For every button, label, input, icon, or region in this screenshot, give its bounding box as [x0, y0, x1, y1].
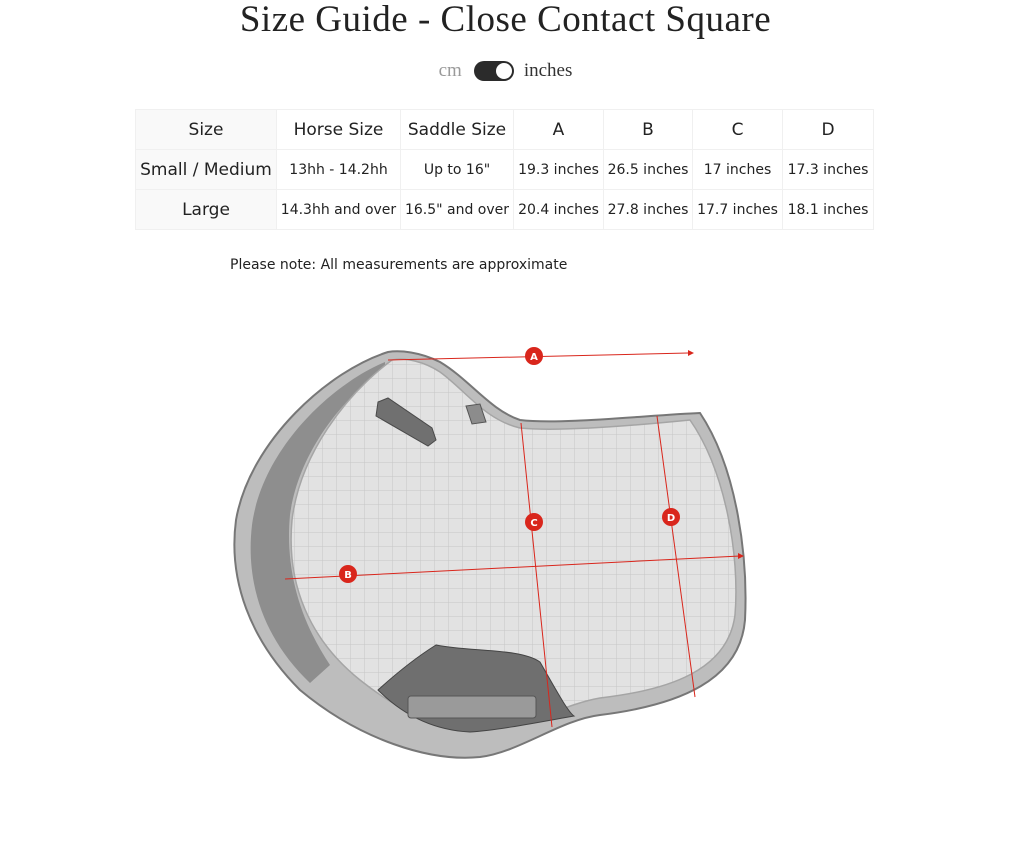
table-cell: 13hh - 14.2hh — [277, 150, 401, 190]
row-size-label: Small / Medium — [136, 150, 277, 190]
marker-d — [662, 508, 680, 526]
unit-label-inches: inches — [523, 60, 573, 81]
marker-b — [339, 565, 357, 583]
table-row — [136, 190, 874, 230]
measurement-note: Please note: All measurements are approximate — [230, 257, 568, 273]
table-cell: 18.1 inches — [783, 190, 874, 230]
unit-toggle — [0, 60, 1011, 82]
svg-text:A: A — [530, 352, 538, 363]
header-b: B — [604, 110, 693, 150]
unit-switch[interactable] — [474, 61, 514, 81]
page-title: Size Guide - Close Contact Square — [239, 0, 772, 40]
table-cell: 17.3 inches — [783, 150, 874, 190]
header-saddle-size: Saddle Size — [401, 110, 514, 150]
marker-a — [525, 347, 543, 365]
marker-c — [525, 513, 543, 531]
header-a: A — [514, 110, 604, 150]
svg-text:B: B — [344, 570, 352, 581]
unit-label-cm: cm — [438, 60, 462, 81]
table-cell: 27.8 inches — [604, 190, 693, 230]
table-cell: 19.3 inches — [514, 150, 604, 190]
table-cell: Up to 16" — [401, 150, 514, 190]
arrow-head-a — [688, 350, 694, 356]
header-d: D — [783, 110, 874, 150]
table-cell: 17 inches — [693, 150, 783, 190]
size-table — [135, 109, 874, 230]
table-cell: 20.4 inches — [514, 190, 604, 230]
table-cell: 26.5 inches — [604, 150, 693, 190]
row-size-label: Large — [136, 190, 277, 230]
svg-text:D: D — [666, 513, 676, 524]
header-size: Size — [136, 110, 277, 150]
table-cell: 17.7 inches — [693, 190, 783, 230]
header-horse-size: Horse Size — [277, 110, 401, 150]
table-row — [136, 150, 874, 190]
table-cell: 16.5" and over — [401, 190, 514, 230]
switch-knob — [496, 63, 512, 79]
table-header-row — [136, 110, 874, 150]
table-cell: 14.3hh and over — [277, 190, 401, 230]
saddle-pad-diagram — [220, 330, 760, 770]
svg-text:C: C — [530, 518, 538, 529]
header-c: C — [693, 110, 783, 150]
label-patch — [408, 696, 536, 718]
